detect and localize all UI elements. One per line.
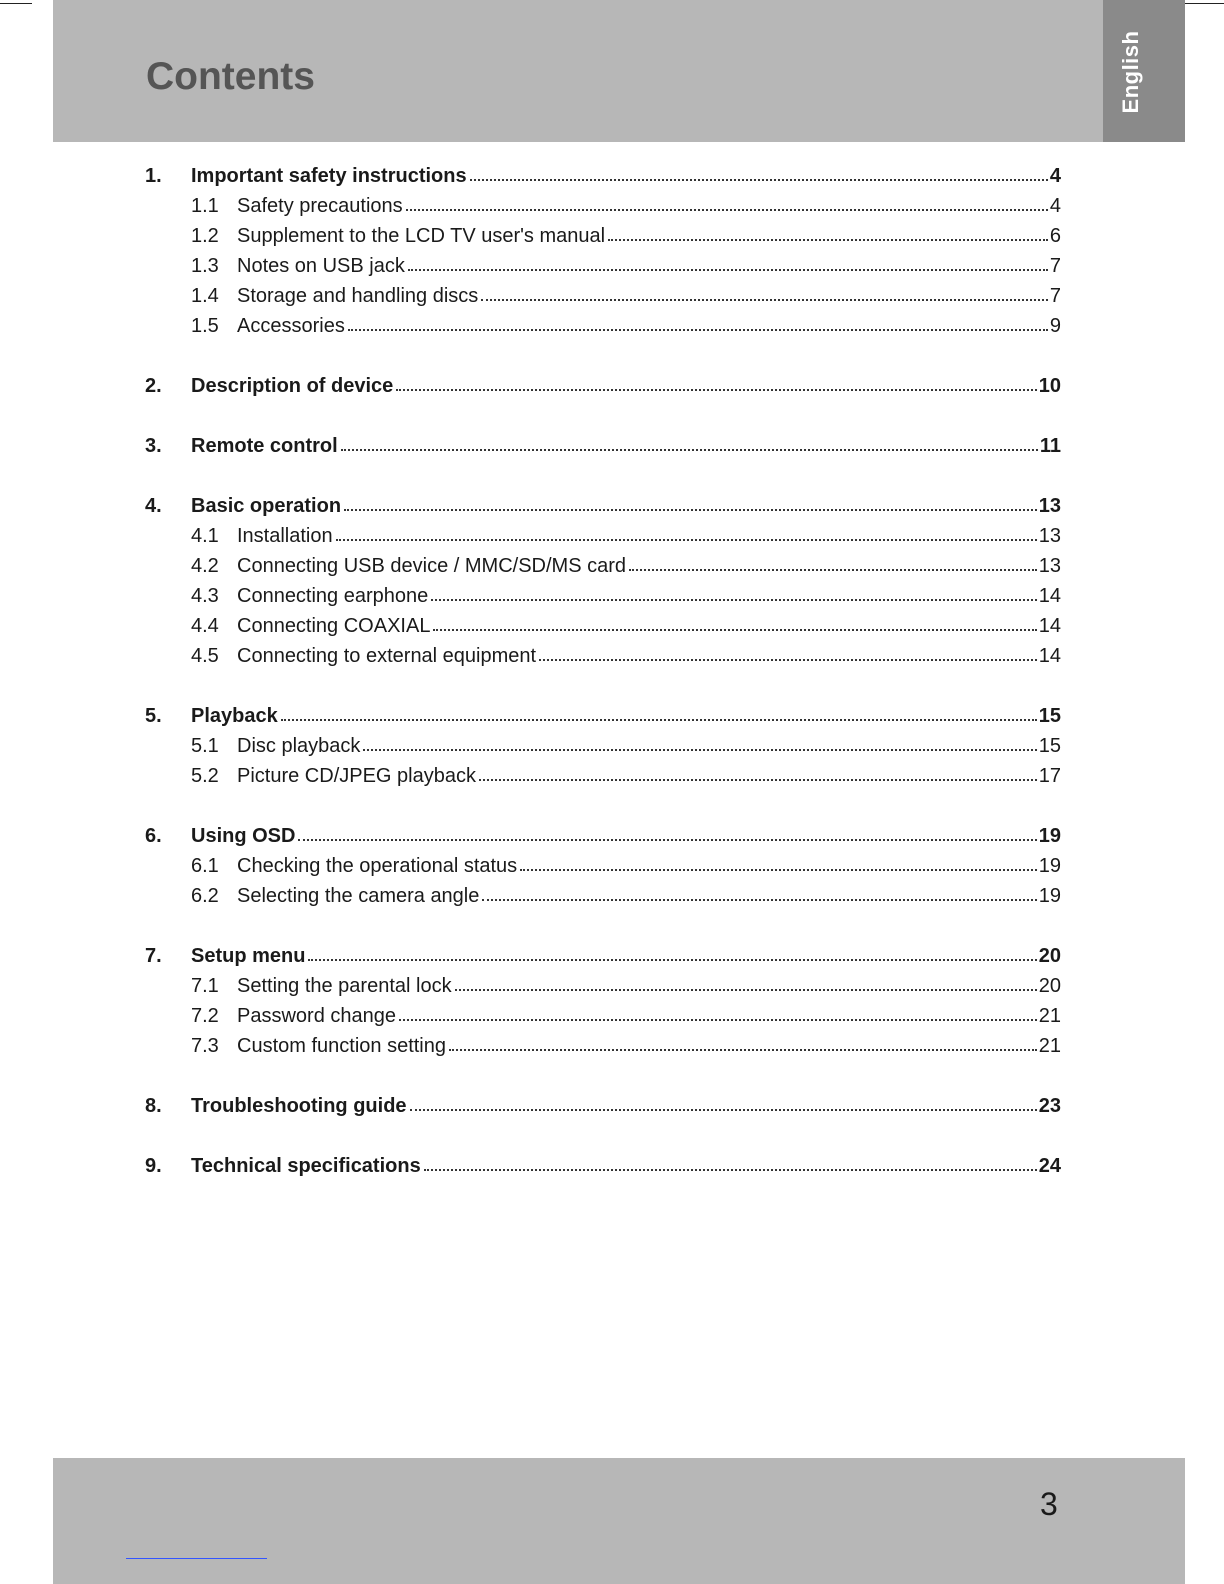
- toc-entry-title: Remote control: [191, 435, 338, 457]
- toc-dot-leader: [396, 387, 1036, 391]
- toc-entry-number: 1.5: [191, 315, 219, 337]
- toc-entry-number: 5.2: [191, 765, 219, 787]
- toc-entry-title: Checking the operational status: [237, 855, 518, 877]
- toc-entry-title: Disc playback: [237, 735, 361, 757]
- toc-dot-leader: [298, 837, 1036, 841]
- toc-entry-number: 5.: [145, 705, 162, 727]
- toc-entry-title: Picture CD/JPEG playback: [237, 765, 476, 787]
- toc-entry-page: 13: [1038, 495, 1061, 517]
- toc-dot-leader: [482, 897, 1036, 901]
- toc-section-entry[interactable]: [145, 191, 1061, 221]
- toc-entry-page: 4: [1049, 165, 1061, 187]
- toc-entry-title: Supplement to the LCD TV user's manual: [237, 225, 606, 247]
- toc-entry-page: 14: [1038, 645, 1061, 667]
- toc-dot-leader: [608, 237, 1048, 241]
- toc-entry-number: 7.3: [191, 1035, 219, 1057]
- toc-entry-page: 11: [1039, 435, 1061, 457]
- crop-mark-top-left: [0, 3, 32, 4]
- language-tab: [1103, 0, 1185, 142]
- footer-band: [53, 1458, 1185, 1584]
- toc-section-entry[interactable]: [145, 581, 1061, 611]
- toc-entry-page: 23: [1038, 1095, 1061, 1117]
- toc-entry-title: Setup menu: [191, 945, 306, 967]
- language-tab-label: English: [1118, 30, 1143, 114]
- toc-section-entry[interactable]: [145, 1031, 1061, 1061]
- toc-entry-page: 9: [1049, 315, 1061, 337]
- toc-dot-leader: [539, 657, 1037, 661]
- toc-entry-page: 7: [1049, 285, 1061, 307]
- toc-entry-page: 14: [1038, 585, 1061, 607]
- toc-dot-leader: [344, 507, 1037, 511]
- toc-chapter-entry[interactable]: [145, 161, 1061, 191]
- toc-entry-number: 4.: [145, 495, 162, 517]
- toc-chapter-entry[interactable]: [145, 431, 1061, 461]
- toc-section-entry[interactable]: [145, 641, 1061, 671]
- toc-entry-number: 9.: [145, 1155, 162, 1177]
- toc-dot-leader: [336, 537, 1037, 541]
- toc-dot-leader: [308, 957, 1036, 961]
- toc-entry-number: 4.3: [191, 585, 219, 607]
- toc-chapter-entry[interactable]: [145, 491, 1061, 521]
- toc-entry-number: 2.: [145, 375, 162, 397]
- toc-chapter-entry[interactable]: [145, 941, 1061, 971]
- toc-entry-title: Important safety instructions: [191, 165, 467, 187]
- toc-dot-leader: [348, 327, 1048, 331]
- toc-entry-number: 1.2: [191, 225, 219, 247]
- toc-entry-number: 1.: [145, 165, 162, 187]
- toc-dot-leader: [433, 627, 1036, 631]
- toc-dot-leader: [363, 747, 1036, 751]
- toc-section-entry[interactable]: [145, 521, 1061, 551]
- toc-chapter-entry[interactable]: [145, 821, 1061, 851]
- toc-dot-leader: [341, 447, 1038, 451]
- toc-entry-number: 6.: [145, 825, 162, 847]
- toc-entry-title: Safety precautions: [237, 195, 403, 217]
- toc-entry-number: 1.3: [191, 255, 219, 277]
- toc-entry-number: 6.2: [191, 885, 219, 907]
- page-number: 3: [1040, 1486, 1058, 1522]
- toc-entry-page: 24: [1038, 1155, 1061, 1177]
- toc-entry-title: Connecting COAXIAL: [237, 615, 431, 637]
- toc-entry-page: 6: [1049, 225, 1061, 247]
- toc-dot-leader: [410, 1107, 1037, 1111]
- toc-entry-title: Installation: [237, 525, 333, 547]
- toc-dot-leader: [470, 177, 1048, 181]
- toc-entry-title: Connecting to external equipment: [237, 645, 537, 667]
- toc-entry-title: Notes on USB jack: [237, 255, 405, 277]
- toc-entry-title: Setting the parental lock: [237, 975, 452, 997]
- toc-entry-title: Custom function setting: [237, 1035, 446, 1057]
- toc-dot-leader: [520, 867, 1037, 871]
- toc-section-entry[interactable]: [145, 281, 1061, 311]
- toc-chapter-entry[interactable]: [145, 371, 1061, 401]
- toc-entry-page: 15: [1038, 705, 1061, 727]
- toc-entry-title: Technical specifications: [191, 1155, 421, 1177]
- toc-entry-number: 1.1: [191, 195, 219, 217]
- toc-entry-number: 4.4: [191, 615, 219, 637]
- toc-entry-page: 19: [1038, 855, 1061, 877]
- toc-section-entry[interactable]: [145, 851, 1061, 881]
- toc-section-entry[interactable]: [145, 1001, 1061, 1031]
- toc-dot-leader: [481, 297, 1048, 301]
- toc-dot-leader: [281, 717, 1037, 721]
- toc-dot-leader: [629, 567, 1037, 571]
- table-of-contents: [145, 161, 1061, 1181]
- toc-entry-page: 15: [1038, 735, 1061, 757]
- toc-dot-leader: [455, 987, 1037, 991]
- toc-section-entry[interactable]: [145, 311, 1061, 341]
- toc-entry-title: Selecting the camera angle: [237, 885, 480, 907]
- toc-entry-title: Using OSD: [191, 825, 296, 847]
- toc-entry-page: 14: [1038, 615, 1061, 637]
- toc-dot-leader: [479, 777, 1037, 781]
- toc-entry-page: 17: [1038, 765, 1061, 787]
- toc-entry-page: 20: [1038, 945, 1061, 967]
- toc-entry-title: Playback: [191, 705, 278, 727]
- toc-section-entry[interactable]: [145, 611, 1061, 641]
- toc-entry-title: Password change: [237, 1005, 396, 1027]
- toc-entry-number: 7.: [145, 945, 162, 967]
- toc-chapter-entry[interactable]: [145, 1151, 1061, 1181]
- toc-dot-leader: [399, 1017, 1037, 1021]
- toc-dot-leader: [406, 207, 1048, 211]
- toc-entry-number: 6.1: [191, 855, 219, 877]
- toc-section-entry[interactable]: [145, 251, 1061, 281]
- toc-entry-number: 5.1: [191, 735, 219, 757]
- toc-dot-leader: [408, 267, 1048, 271]
- toc-chapter-entry[interactable]: [145, 1091, 1061, 1121]
- toc-section-entry[interactable]: [145, 971, 1061, 1001]
- toc-entry-page: 7: [1049, 255, 1061, 277]
- page-title: Contents: [146, 55, 315, 98]
- toc-section-entry[interactable]: [145, 221, 1061, 251]
- toc-dot-leader: [424, 1167, 1037, 1171]
- toc-chapter-entry[interactable]: [145, 701, 1061, 731]
- toc-entry-number: 3.: [145, 435, 162, 457]
- toc-entry-number: 7.2: [191, 1005, 219, 1027]
- toc-entry-number: 7.1: [191, 975, 219, 997]
- toc-entry-title: Accessories: [237, 315, 345, 337]
- toc-entry-title: Troubleshooting guide: [191, 1095, 407, 1117]
- toc-entry-title: Storage and handling discs: [237, 285, 479, 307]
- toc-entry-number: 4.1: [191, 525, 219, 547]
- toc-entry-page: 21: [1038, 1005, 1061, 1027]
- toc-entry-page: 19: [1038, 825, 1061, 847]
- footer-link-underline: [126, 1558, 267, 1559]
- toc-section-entry[interactable]: [145, 731, 1061, 761]
- toc-section-entry[interactable]: [145, 551, 1061, 581]
- toc-entry-page: 10: [1038, 375, 1061, 397]
- toc-entry-number: 1.4: [191, 285, 219, 307]
- toc-entry-number: 4.2: [191, 555, 219, 577]
- toc-entry-title: Basic operation: [191, 495, 342, 517]
- toc-entry-page: 20: [1038, 975, 1061, 997]
- toc-entry-page: 13: [1038, 555, 1061, 577]
- toc-section-entry[interactable]: [145, 881, 1061, 911]
- toc-entry-number: 8.: [145, 1095, 162, 1117]
- toc-entry-page: 4: [1049, 195, 1061, 217]
- toc-section-entry[interactable]: [145, 761, 1061, 791]
- toc-entry-title: Connecting earphone: [237, 585, 429, 607]
- toc-entry-page: 13: [1038, 525, 1061, 547]
- toc-dot-leader: [431, 597, 1036, 601]
- toc-dot-leader: [449, 1047, 1037, 1051]
- toc-entry-title: Connecting USB device / MMC/SD/MS card: [237, 555, 627, 577]
- toc-entry-page: 19: [1038, 885, 1061, 907]
- toc-entry-title: Description of device: [191, 375, 394, 397]
- toc-entry-number: 4.5: [191, 645, 219, 667]
- toc-entry-page: 21: [1038, 1035, 1061, 1057]
